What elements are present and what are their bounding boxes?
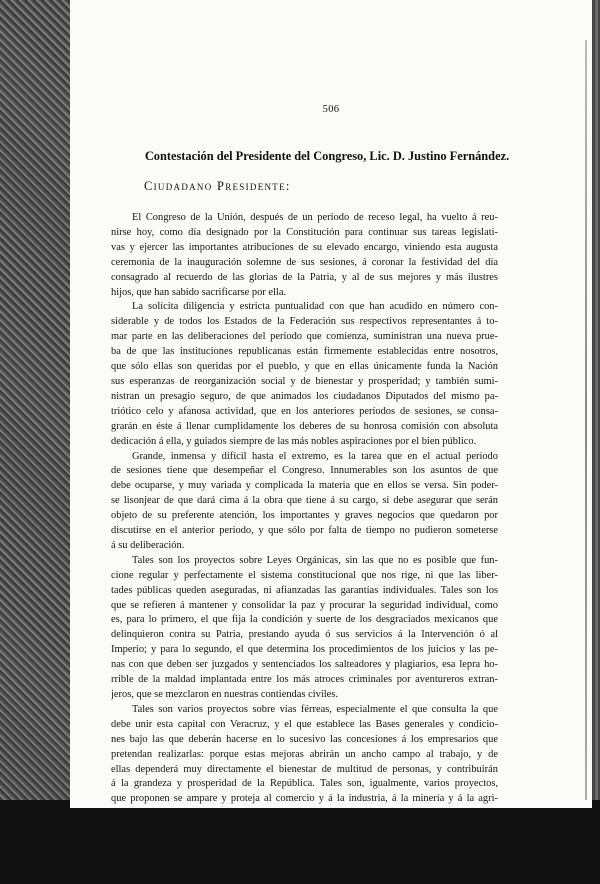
text-line: cione regular y perfectamente el sistema constitucional que nos rige, ni que las liber- <box>111 569 498 581</box>
text-line: Imperio; y para lo segundo, el que determina los procedimientos de los juicios y las pe- <box>111 644 498 656</box>
salutation: Ciudadano Presidente: <box>144 179 291 193</box>
text-line: Tales son los proyectos sobre Leyes Orgánicas, sin las que no es posible que fun- <box>132 554 498 566</box>
page-number: 506 <box>322 104 340 115</box>
text-line: triótico celo y afanosa actividad, que en los anteriores períodos de sesiones, se consa- <box>111 405 498 417</box>
text-line: á su deliberación. <box>111 539 185 551</box>
text-line: dedicación á ella, y guiados siempre de las más nobles aspiraciones por el bien público. <box>111 435 477 447</box>
text-line: hijos, que han sabido sacrificarse por ella. <box>111 286 287 298</box>
text-line: vas y ejercer las importantes atribuciones de su elevado encargo, viniendo esta augusta <box>111 241 498 253</box>
text-line: rrible de la maldad implantada entre los más atroces criminales por aventureros extran- <box>111 674 498 686</box>
text-line: discutirse en el anterior período, y que sólo por falta de tiempo no pudieron someterse <box>111 525 498 537</box>
text-line: debe ocuparse, y muy variada y complicada la materia que en ellos se versa. Sin poder- <box>111 480 498 492</box>
text-line: El Congreso de la Unión, después de un período de receso legal, ha vuelto á reu- <box>132 212 498 223</box>
text-line: nistran un presagio seguro, de que animados los ciudadanos Diputados del mismo pa- <box>111 390 498 402</box>
text-line: Tales son varios proyectos sobre vías férreas, especialmente el que consulta la que <box>132 703 498 715</box>
text-line: pretendan realizarlas: porque estas mejoras abrirán un ancho campo al trabajo, y de <box>111 748 498 760</box>
text-line: La solícita diligencia y estricta puntualidad con que han acudido en número con- <box>132 301 498 313</box>
text-line: grarán en éste á llenar cumplidamente los deberes de su honrosa comisión con absoluta <box>111 420 498 432</box>
text-line: nes bajo las que deberán hacerse en lo sucesivo las concesiones á los empresarios que <box>111 733 498 745</box>
text-line: delinquieron contra su Patria, prestando ayuda ó sus servicios á la Intervención ó al <box>111 629 498 641</box>
text-line: que proponen se ampare y proteja al comercio y á la industria, á la minería y á la agri- <box>111 793 498 805</box>
text-line: es, para lo primero, el que fija la condición y suerte de los desgraciados mexicanos que <box>111 614 498 626</box>
scan-border-bottom <box>0 800 600 884</box>
text-line: que se refieren á mantener y consolidar la paz y procurar la seguridad individual, como <box>111 599 498 611</box>
text-line: nas con que deben ser juzgados y sentenciados los salteadores y plagiarios, esa lepra ho- <box>111 659 498 671</box>
text-line: tades públicas queden aseguradas, ni afianzadas las garantías individuales. Tales son los <box>111 584 498 596</box>
text-line: se lisonjear de que dará cima á la obra que tiene á su cargo, sí debe asegurar que serán <box>111 495 498 507</box>
text-line: ba de que las instituciones republicanas están firmemente establecidas entre nosotros, <box>111 346 498 358</box>
document-page <box>70 0 592 808</box>
text-line: mar parte en las deliberaciones del período que comienza, suministran una nueva prue- <box>111 331 498 343</box>
text-line: Grande, inmensa y difícil hasta el extremo, es la tarea que en el actual período <box>132 450 498 462</box>
text-line: debe unir esta capital con Veracruz, y el que establece las Bases generales y condicio- <box>111 718 498 730</box>
text-line: jeros, que se mezclaron en nuestras contiendas civiles. <box>111 689 338 700</box>
text-line: sus esperanzas de reorganización social y de bienestar y prosperidad; y también sumi- <box>111 375 498 387</box>
text-line: ellas dependerá muy directamente el bienestar de multitud de personas, y contribuirán <box>111 763 498 775</box>
text-line: de sesiones tiene que desempeñar el Congreso. Innumerables son los asuntos de que <box>111 465 498 477</box>
text-line: á la grandeza y prosperidad de la República. Tales son, igualmente, varios proyectos, <box>111 778 498 790</box>
text-line: objeto de su preferente atención, los importantes y graves negocios que quedaron por <box>111 510 498 522</box>
text-line: que sólo ellas son queridas por el pueblo, y que en ellas únicamente funda la Nación <box>111 361 498 373</box>
text-line: nirse hoy, como día designado por la Constitución para continuar sus tareas legislati- <box>111 226 498 238</box>
text-line: ceremonia de la inauguración solemne de sus sesiones, á coronar la festividad del día <box>111 256 498 268</box>
text-line: consagrado al recuerdo de las glorias de la Patria, y al de sus mejores y más ilustres <box>111 271 498 283</box>
body-text <box>111 211 498 807</box>
text-line: siderable y de todos los Estados de la Federación sus respectivos representantes á to- <box>111 316 498 328</box>
page-title: Contestación del Presidente del Congreso, Lic. D. Justino Fernández. <box>144 149 510 163</box>
scan-border-left <box>0 0 72 884</box>
